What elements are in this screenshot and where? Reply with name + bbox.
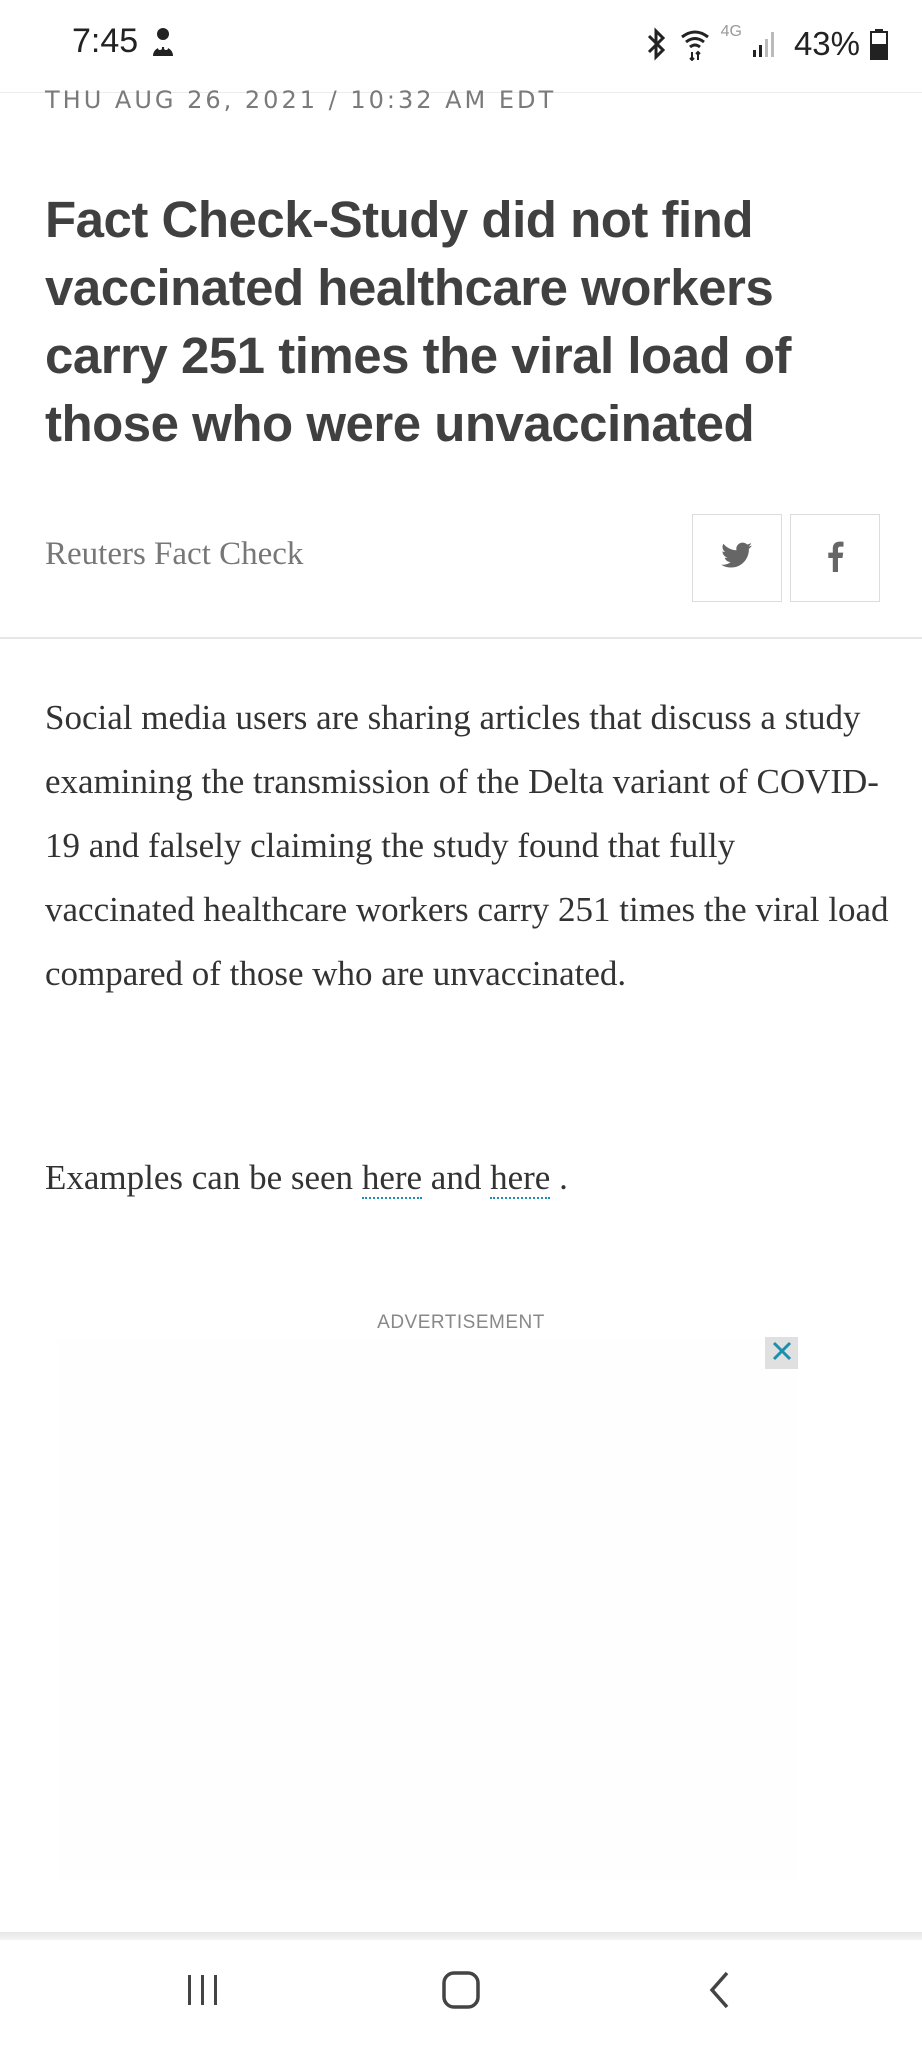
recent-apps-button[interactable]	[163, 1960, 243, 2024]
recent-apps-icon	[185, 1973, 221, 2012]
examples-paragraph	[45, 1146, 568, 1210]
close-icon	[771, 1340, 793, 1367]
article-paragraph: Social media users are sharing articles that discuss a study examining the transmission of the Delta variant of COVID-19 and falsely claiming the study found that fully vaccinated healthcare workers carry 251 times the viral load compared of those who are unvaccinated.	[45, 698, 889, 993]
article-byline[interactable]: Reuters Fact Check	[45, 536, 304, 572]
advertisement-frame[interactable]	[57, 1340, 797, 1880]
system-nav-bar	[0, 1940, 922, 2048]
article-dateline: THU AUG 26, 2021 / 10:32 AM EDT	[45, 86, 557, 114]
person-icon	[148, 26, 178, 58]
bluetooth-icon	[643, 27, 669, 61]
examples-middle: and	[422, 1158, 491, 1197]
signal-icon	[752, 30, 778, 58]
status-icons	[643, 20, 888, 68]
examples-prefix: Examples can be seen	[45, 1158, 362, 1197]
status-time: 7:45	[72, 22, 139, 60]
back-button[interactable]	[680, 1960, 760, 2024]
header-divider	[0, 637, 922, 639]
status-bar	[0, 0, 922, 88]
ad-close-button[interactable]	[765, 1337, 798, 1369]
examples-suffix: .	[550, 1158, 568, 1197]
wifi-icon	[679, 27, 711, 61]
network-type: 4G	[720, 23, 742, 40]
nav-shadow	[0, 1932, 922, 1940]
home-button[interactable]	[421, 1960, 501, 2024]
battery-icon	[870, 28, 888, 60]
article-headline: Fact Check-Study did not find vaccinated healthcare workers carry 251 times the viral load of those who were unvaccinated	[45, 191, 792, 452]
home-icon	[441, 1970, 481, 2015]
share-facebook-button[interactable]	[790, 514, 880, 602]
battery-percent: 43%	[793, 25, 860, 62]
twitter-icon	[721, 542, 753, 575]
example-link-2[interactable]: here	[490, 1158, 551, 1197]
back-icon	[707, 1970, 733, 2015]
facebook-icon	[826, 540, 844, 577]
share-twitter-button[interactable]	[692, 514, 782, 602]
advertisement-label: ADVERTISEMENT	[377, 1312, 545, 1333]
example-link-1[interactable]: here	[361, 1158, 423, 1197]
